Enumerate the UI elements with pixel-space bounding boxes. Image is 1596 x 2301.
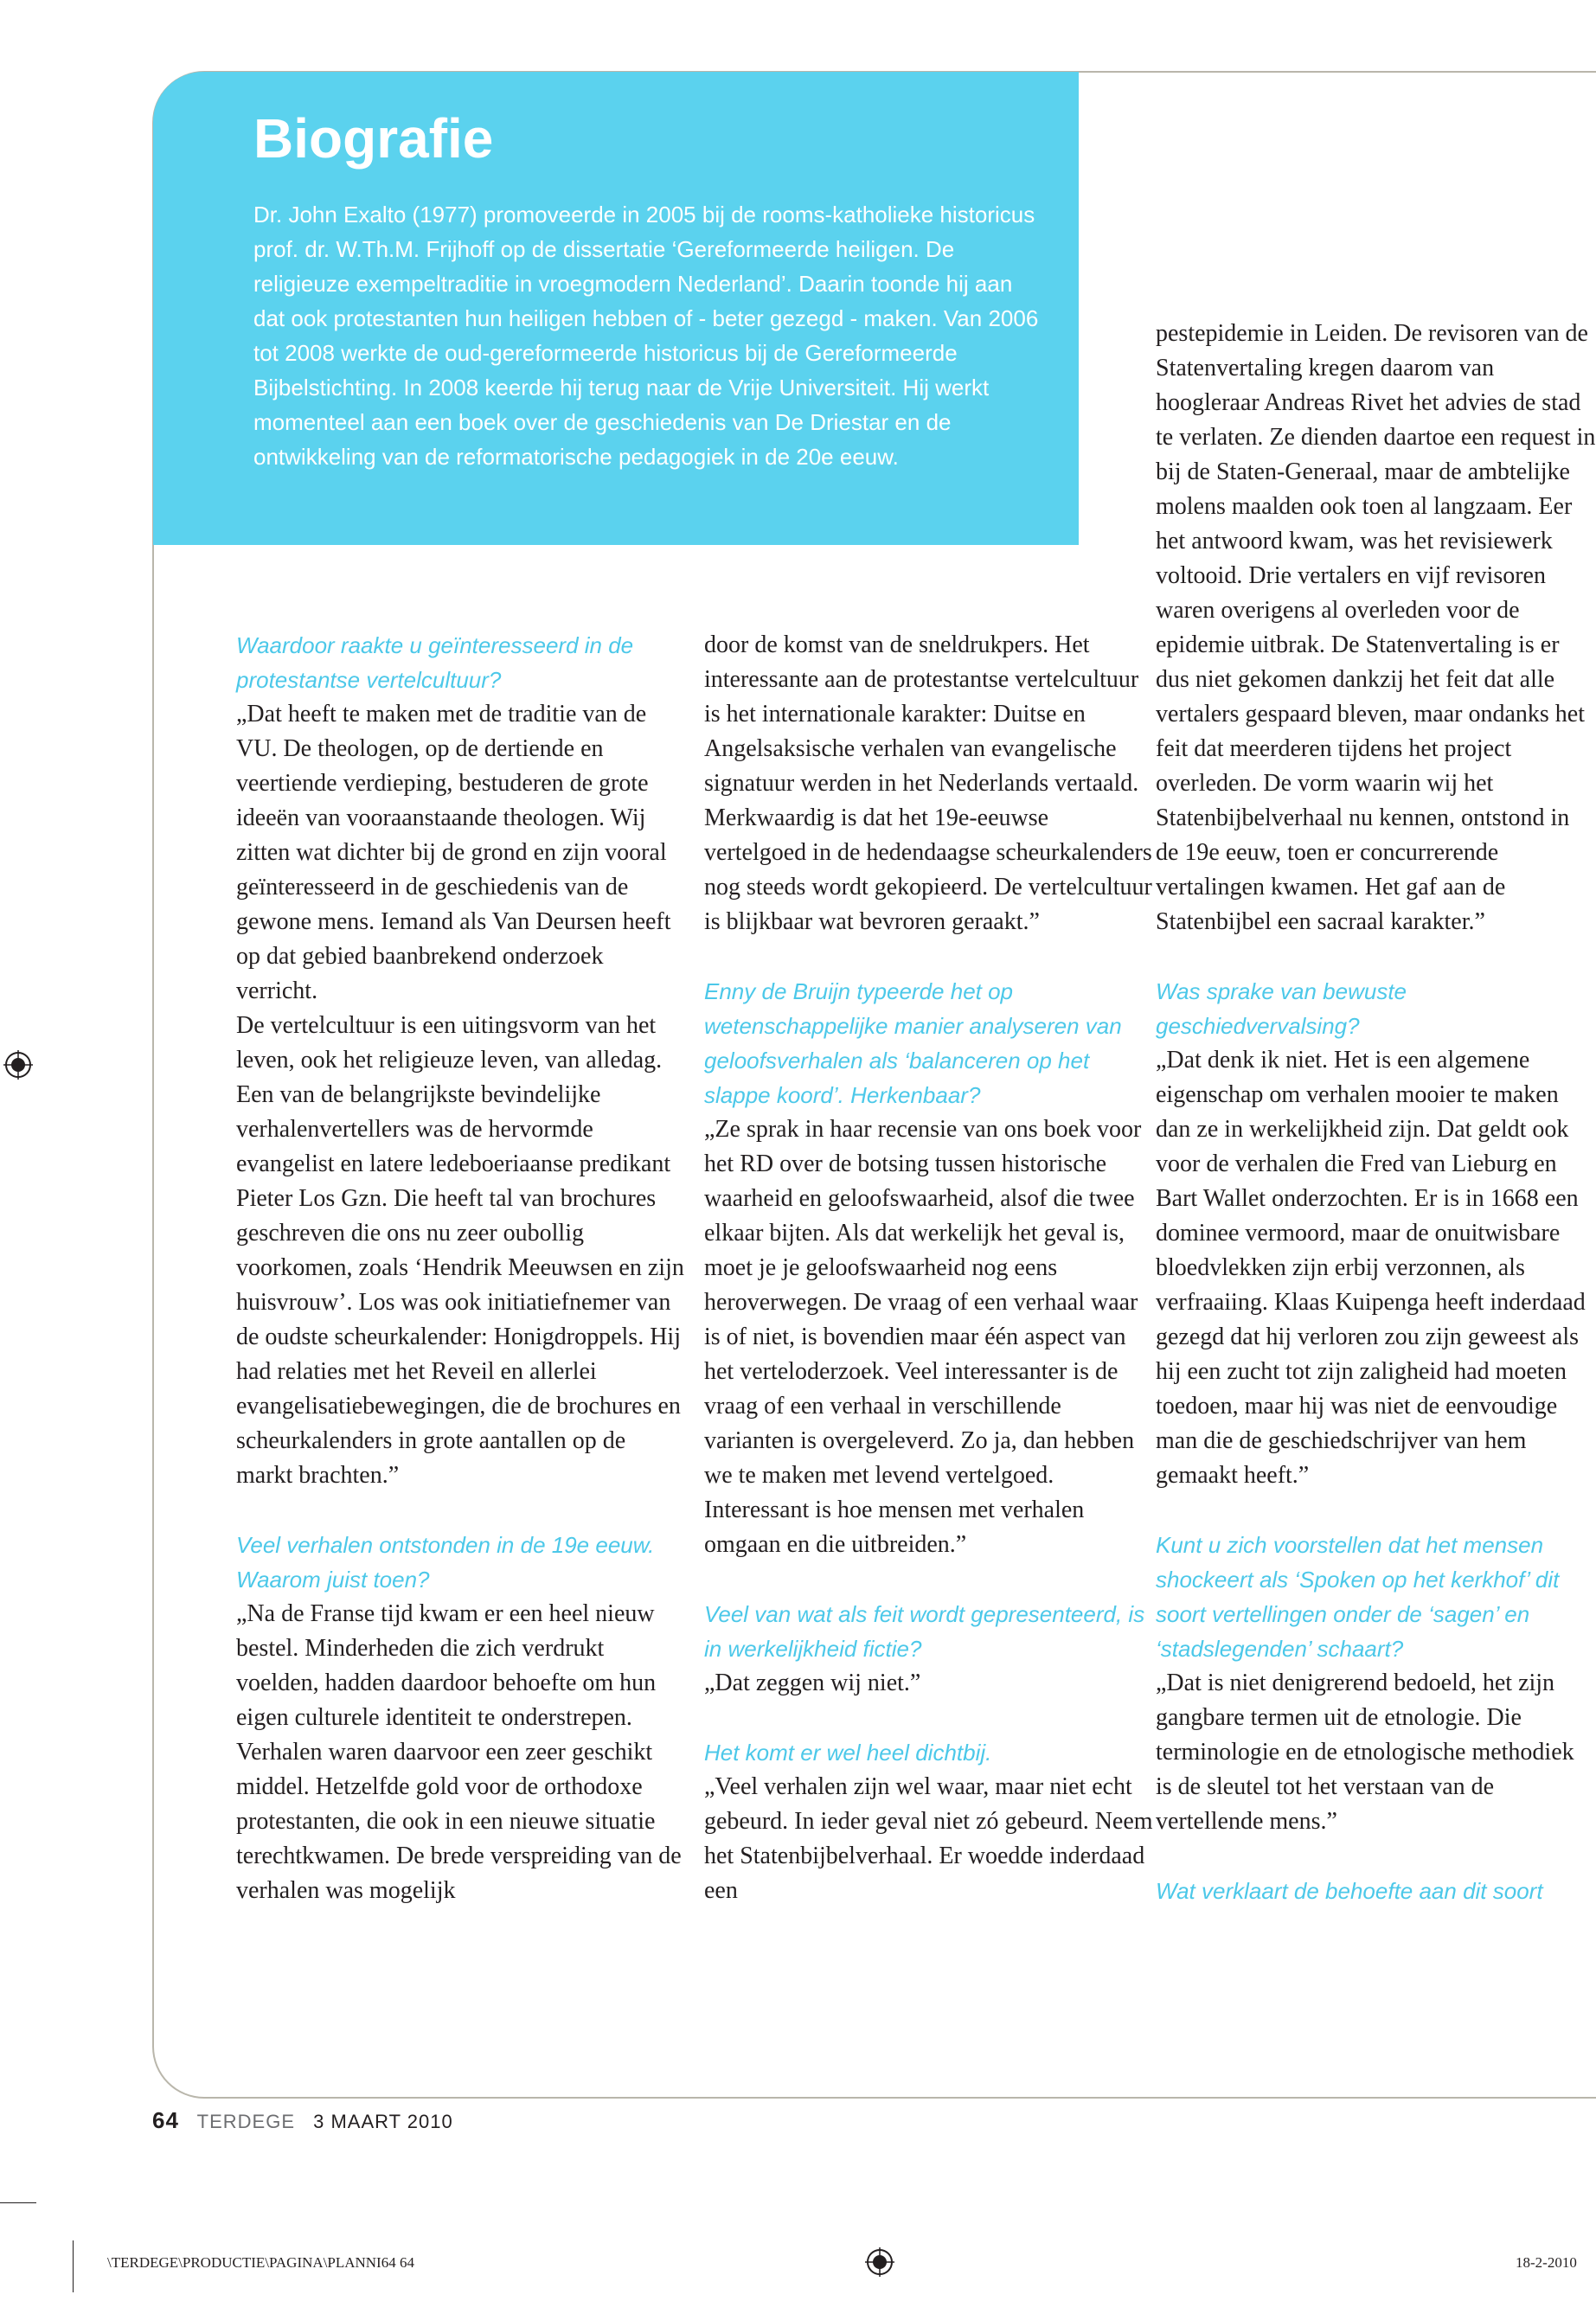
page-number: 64 [152, 2107, 179, 2133]
biography-box [153, 72, 1079, 545]
crop-mark [73, 2240, 74, 2292]
registration-mark-icon [865, 2247, 894, 2277]
print-slug-date: 18-2-2010 [1516, 2254, 1577, 2271]
article-column-3 [1156, 317, 1596, 1908]
crop-mark [0, 2202, 36, 2203]
article-column-2 [704, 628, 1156, 1908]
interview-answer: „Dat zeggen wij niet.” [704, 1670, 921, 1696]
interview-question: Het komt er wel heel dichtbij. [704, 1740, 992, 1766]
biography-text: Dr. John Exalto (1977) promoveerde in 2005 bij de rooms-katholieke historicus prof. dr. W.Th.M. Frijhoff op de dissertatie ‘Gereformeerde heiligen. De religieuze exempeltraditie in vroegmodern Nederland’. Daarin toonde hij aan dat ook protestanten hun heiligen hebben of - beter gezegd - maken. Van 2006 tot 2008 werkte de oud-gereformeerde historicus bij de Gereformeerde Bijbelstichting. In 2008 keerde hij terug naar de Vrije Universiteit. Hij werkt momenteel aan een boek over de geschiedenis van De Driestar en de ontwikkeling van de reformatorische pedagogiek in de 20e eeuw. [253, 202, 1039, 470]
print-slug-path: \TERDEGE\PRODUCTIE\PAGINA\PLANNI64 64 [107, 2254, 414, 2271]
interview-answer: „Ze sprak in haar recensie van ons boek voor het RD over de botsing tussen historische waarheid en geloofswaarheid, alsof die twee elkaar bijten. Als dat werkelijk het geval is, moet je je geloofswaarheid nog eens heroverwegen. De vraag of een verhaal waar is of niet, is bovendien maar één aspect van het verteloderzoek. Veel interessanter is de vraag of een verhaal in verschillende varianten is overgeleverd. Zo ja, dan hebben we te maken met levend vertelgoed. Interessant is hoe mensen met verhalen omgaan en die uitbreiden.” [704, 1116, 1142, 1558]
registration-mark-icon [3, 1050, 33, 1080]
interview-answer: „Dat is niet denigrerend bedoeld, het zijn gangbare termen uit de etnologie. Die terminologie en de etnologische methodiek is de sleutel tot het verstaan van de vertellende mens.” [1156, 1670, 1574, 1835]
interview-answer: pestepidemie in Leiden. De revisoren van de Statenvertaling kregen daarom van hoogleraar Andreas Rivet het advies de stad te verlaten. Ze dienden daartoe een request in bij de Staten-Generaal, maar de ambtelijke molens maalden ook toen al langzaam. Eer het antwoord kwam, was het revisiewerk voltooid. Drie vertalers en vijf revisoren waren overigens al overleden voor de epidemie uitbrak. De Statenvertaling is er dus niet gekomen dankzij het feit dat alle vertalers gespaard bleven, maar ondanks het feit dat meerderen tijdens het project overleden. De vorm waarin wij het Statenbijbelverhaal nu kennen, ontstond in de 19e eeuw, toen er concurrerende vertalingen kwamen. Het gaf aan de Statenbijbel een sacraal karakter.” [1156, 320, 1596, 935]
interview-answer: De vertelcultuur is een uitingsvorm van het leven, ook het religieuze leven, van alledag. Een van de belangrijkste bevindelijke verhalenvertellers was de hervormde evangelist en latere ledeboeriaanse predikant Pieter Los Gzn. Die heeft tal van brochures geschreven die ons nu zeer oubollig voorkomen, zoals ‘Hendrik Meeuwsen en zijn huisvrouw’. Los was ook initiatiefnemer van de oudste scheurkalender: Honigdroppels. Hij had relaties met het Reveil en allerlei evangelisatiebewegingen, die de brochures en scheurkalenders in grote aantallen op de markt brachten.” [236, 1012, 684, 1489]
interview-question: Kunt u zich voorstellen dat het mensen shockeert als ‘Spoken op het kerkhof’ dit soort vertellingen onder de ‘sagen’ en ‘stadslegenden’ schaart? [1156, 1532, 1560, 1662]
article-column-1 [236, 628, 688, 1908]
magazine-name: TERDEGE [196, 2111, 295, 2132]
interview-question: Veel van wat als feit wordt gepresenteerd, is in werkelijkheid fictie? [704, 1601, 1145, 1662]
page-footer [152, 2107, 453, 2134]
interview-answer: „Dat heeft te maken met de traditie van de VU. De theologen, op de dertiende en veertiende verdieping, bestuderen de grote ideeën van vooraanstaande theologen. Wij zitten wat dichter bij de grond en zijn vooral geïnteresseerd in de geschiedenis van de gewone mens. Iemand als Van Deursen heeft op dat gebied baanbrekend onderzoek verricht. [236, 701, 671, 1004]
interview-question: Waardoor raakte u geïnteresseerd in de protestantse vertelcultuur? [236, 632, 634, 693]
biography-title: Biografie [253, 107, 494, 170]
issue-date: 3 MAART 2010 [313, 2111, 453, 2132]
interview-answer: „Veel verhalen zijn wel waar, maar niet echt gebeurd. In ieder geval niet zó gebeurd. Neem het Statenbijbelverhaal. Er woedde inderdaad een [704, 1773, 1153, 1904]
interview-question: Wat verklaart de behoefte aan dit soort [1156, 1878, 1543, 1904]
interview-answer: „Na de Franse tijd kwam er een heel nieuw bestel. Minderheden die zich verdrukt voelden, hadden daardoor behoefte om hun eigen culturele identiteit te onderstrepen. Verhalen waren daarvoor een zeer geschikt middel. Hetzelfde gold voor de orthodoxe protestanten, die ook in een nieuwe situatie terechtkwamen. De brede verspreiding van de verhalen was mogelijk [236, 1600, 682, 1904]
interview-answer: door de komst van de sneldrukpers. Het interessante aan de protestantse vertelcultuur is het internationale karakter: Duitse en Angelsaksische verhalen van evangelische signatuur werden in het Nederlands vertaald. Merkwaardig is dat het 19e-eeuwse vertelgoed in de hedendaagse scheurkalenders nog steeds wordt gekopieerd. De vertelcultuur is blijkbaar wat bevroren geraakt.” [704, 631, 1152, 935]
interview-question: Was sprake van bewuste geschiedvervalsing? [1156, 978, 1407, 1039]
interview-question: Veel verhalen ontstonden in de 19e eeuw. Waarom juist toen? [236, 1532, 655, 1593]
interview-answer: „Dat denk ik niet. Het is een algemene eigenschap om verhalen mooier te maken dan ze in werkelijkheid zijn. Dat geldt ook voor de verhalen die Fred van Lieburg en Bart Wallet onderzochten. Er is in 1668 een dominee vermoord, maar de onuitwisbare bloedvlekken zijn erbij verzonnen, als verfraaiing. Klaas Kuipenga heeft inderdaad gezegd dat hij verloren zou zijn geweest als hij een zucht tot zijn zaligheid had moeten toedoen, maar hij was niet de eenvoudige man die de geschiedschrijver van hem gemaakt heeft.” [1156, 1047, 1586, 1489]
interview-question: Enny de Bruijn typeerde het op wetenschappelijke manier analyseren van geloofsverhalen als ‘balanceren op het slappe koord’. Herkenbaar? [704, 978, 1122, 1108]
